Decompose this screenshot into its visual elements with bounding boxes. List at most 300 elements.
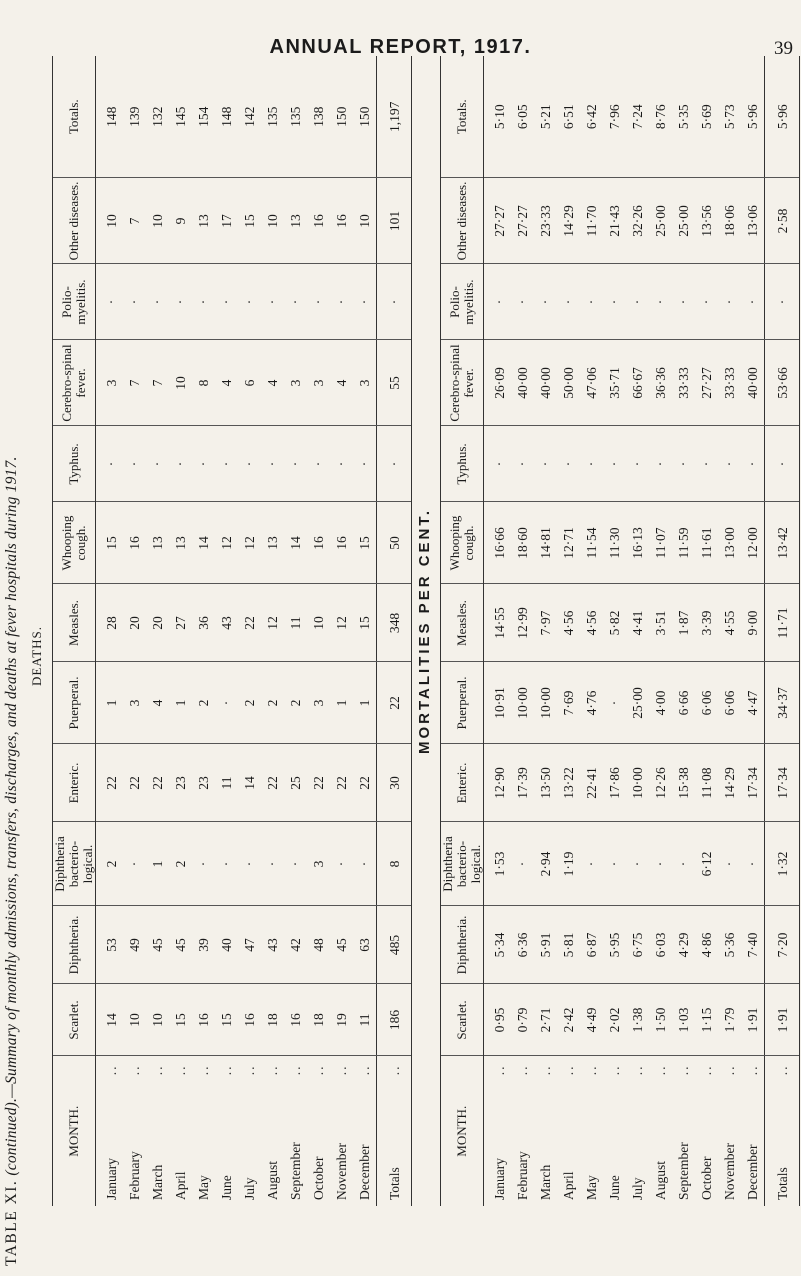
mortality-value-cell: 4·56: [580, 584, 603, 662]
mortality-month-cell: [741, 1056, 765, 1206]
mortality-month-cell: [695, 1056, 718, 1206]
mortality-value-cell: 8·76: [649, 56, 672, 178]
mortality-value-cell: 11·59: [672, 502, 695, 584]
mortality-month-cell: [484, 1056, 512, 1206]
deaths-value-cell: 43: [261, 906, 284, 984]
month-label: December: [357, 1144, 372, 1200]
dot-leader: ..: [288, 1064, 303, 1076]
mortality-value-cell: 16·66: [484, 502, 512, 584]
deaths-totals-cell: 101: [377, 178, 412, 264]
deaths-value-cell: 2: [261, 662, 284, 744]
dot-leader: ..: [196, 1064, 211, 1076]
deaths-value-cell: 16: [307, 502, 330, 584]
mortality-value-cell: 7·40: [741, 906, 765, 984]
mortality-col-header: Enteric.: [441, 744, 484, 822]
deaths-col-header: MONTH.: [53, 1056, 96, 1206]
mortality-value-cell: 14·29: [557, 178, 580, 264]
mortality-value-cell: 0·79: [511, 984, 534, 1056]
mortality-value-cell: 5·82: [603, 584, 626, 662]
deaths-row: [215, 56, 238, 1206]
mortality-value-cell: ·: [695, 426, 718, 502]
deaths-section-label: DEATHS.: [29, 625, 44, 687]
mortality-value-cell: ·: [741, 822, 765, 906]
deaths-value-cell: ·: [96, 264, 124, 340]
mortality-value-cell: 1·53: [484, 822, 512, 906]
mortality-value-cell: 14·81: [534, 502, 557, 584]
deaths-value-cell: 10: [307, 584, 330, 662]
deaths-row: [169, 56, 192, 1206]
dot-leader: ..: [127, 1064, 142, 1076]
deaths-totals-label-cell: [377, 1056, 412, 1206]
mortality-totals-cell: 2·58: [765, 178, 800, 264]
mortality-month-cell: [626, 1056, 649, 1206]
mortality-value-cell: ·: [557, 264, 580, 340]
deaths-value-cell: 15: [353, 584, 377, 662]
deaths-value-cell: 40: [215, 906, 238, 984]
mortality-value-cell: 4·76: [580, 662, 603, 744]
mortality-value-cell: 6·87: [580, 906, 603, 984]
mortality-totals-cell: 1·91: [765, 984, 800, 1056]
mortality-totals-cell: ·: [765, 426, 800, 502]
deaths-value-cell: ·: [123, 426, 146, 502]
deaths-col-header: Diphtheria.: [53, 906, 96, 984]
mortality-value-cell: 1·19: [557, 822, 580, 906]
deaths-value-cell: ·: [146, 264, 169, 340]
mortality-value-cell: 21·43: [603, 178, 626, 264]
deaths-col-header: Polio-myelitis.: [53, 264, 96, 340]
mortality-value-cell: 1·87: [672, 584, 695, 662]
deaths-value-cell: 23: [169, 744, 192, 822]
mortality-value-cell: 23·33: [534, 178, 557, 264]
mortality-value-cell: ·: [741, 264, 765, 340]
mortality-value-cell: ·: [626, 426, 649, 502]
deaths-value-cell: 9: [169, 178, 192, 264]
deaths-value-cell: ·: [192, 822, 215, 906]
deaths-value-cell: 150: [330, 56, 353, 178]
mortality-value-cell: 6·06: [695, 662, 718, 744]
deaths-value-cell: 4: [146, 662, 169, 744]
deaths-value-cell: 145: [169, 56, 192, 178]
deaths-col-header: Cerebro-spinal fever.: [53, 340, 96, 426]
deaths-value-cell: 22: [146, 744, 169, 822]
deaths-value-cell: 19: [330, 984, 353, 1056]
mortality-value-cell: 11·07: [649, 502, 672, 584]
mortality-col-header: Scarlet.: [441, 984, 484, 1056]
mortality-value-cell: 10·91: [484, 662, 512, 744]
deaths-value-cell: 16: [307, 178, 330, 264]
deaths-value-cell: 15: [238, 178, 261, 264]
deaths-value-cell: 15: [215, 984, 238, 1056]
deaths-value-cell: 2: [284, 662, 307, 744]
deaths-value-cell: ·: [284, 822, 307, 906]
deaths-row: [307, 56, 330, 1206]
dot-leader: ..: [584, 1064, 599, 1076]
mortality-value-cell: 6·51: [557, 56, 580, 178]
deaths-value-cell: 4: [215, 340, 238, 426]
mortality-value-cell: 12·99: [511, 584, 534, 662]
mortality-value-cell: 3·39: [695, 584, 718, 662]
deaths-value-cell: 23: [192, 744, 215, 822]
mortality-month-cell: [603, 1056, 626, 1206]
deaths-value-cell: 3: [123, 662, 146, 744]
mortality-value-cell: 4·47: [741, 662, 765, 744]
mortality-value-cell: 6·06: [718, 662, 741, 744]
deaths-value-cell: 36: [192, 584, 215, 662]
deaths-value-cell: 10: [146, 984, 169, 1056]
mortality-month-cell: [672, 1056, 695, 1206]
deaths-value-cell: 3: [307, 340, 330, 426]
deaths-value-cell: 7: [146, 340, 169, 426]
deaths-totals-cell: 485: [377, 906, 412, 984]
dot-leader: ..: [774, 1064, 790, 1076]
deaths-month-cell: [353, 1056, 377, 1206]
mortality-value-cell: ·: [603, 822, 626, 906]
mortality-value-cell: 13·22: [557, 744, 580, 822]
deaths-value-cell: 14: [238, 744, 261, 822]
deaths-value-cell: 20: [146, 584, 169, 662]
mortality-value-cell: ·: [603, 426, 626, 502]
mortality-value-cell: 32·26: [626, 178, 649, 264]
mortality-row: [626, 56, 649, 1206]
month-label: February: [515, 1151, 530, 1200]
deaths-value-cell: ·: [330, 426, 353, 502]
month-label: January: [492, 1158, 507, 1200]
deaths-row: [353, 56, 377, 1206]
mortality-value-cell: 16·13: [626, 502, 649, 584]
mortality-month-cell: [511, 1056, 534, 1206]
deaths-row: [330, 56, 353, 1206]
mortality-value-cell: 5·69: [695, 56, 718, 178]
month-label: January: [104, 1158, 119, 1200]
month-label: May: [196, 1175, 211, 1200]
deaths-totals-cell: 186: [377, 984, 412, 1056]
mortality-col-header: Totals.: [441, 56, 484, 178]
deaths-totals-cell: ·: [377, 426, 412, 502]
deaths-value-cell: 16: [123, 502, 146, 584]
mortality-value-cell: 7·69: [557, 662, 580, 744]
deaths-value-cell: 1: [169, 662, 192, 744]
month-label: February: [127, 1151, 142, 1200]
deaths-value-cell: 28: [96, 584, 124, 662]
mortality-row: [718, 56, 741, 1206]
deaths-row: [238, 56, 261, 1206]
deaths-month-cell: [192, 1056, 215, 1206]
mortality-value-cell: 1·38: [626, 984, 649, 1056]
deaths-totals-cell: 50: [377, 502, 412, 584]
mortality-col-header: Diphtheria.: [441, 906, 484, 984]
dot-leader: ..: [150, 1064, 165, 1076]
mortality-value-cell: ·: [534, 264, 557, 340]
deaths-value-cell: 138: [307, 56, 330, 178]
dot-leader: ..: [311, 1064, 326, 1076]
mortality-month-cell: [649, 1056, 672, 1206]
mortality-value-cell: ·: [484, 426, 512, 502]
deaths-col-header: Totals.: [53, 56, 96, 178]
deaths-value-cell: 2: [96, 822, 124, 906]
deaths-value-cell: 13: [192, 178, 215, 264]
mortality-value-cell: 11·30: [603, 502, 626, 584]
mortality-value-cell: 5·73: [718, 56, 741, 178]
deaths-value-cell: 43: [215, 584, 238, 662]
deaths-value-cell: 7: [123, 340, 146, 426]
deaths-value-cell: 3: [307, 662, 330, 744]
mortality-value-cell: 4·55: [718, 584, 741, 662]
deaths-value-cell: ·: [261, 426, 284, 502]
mortality-value-cell: 6·66: [672, 662, 695, 744]
deaths-month-cell: [96, 1056, 124, 1206]
mortality-month-cell: [580, 1056, 603, 1206]
deaths-value-cell: 14: [96, 984, 124, 1056]
deaths-value-cell: 2: [169, 822, 192, 906]
deaths-value-cell: 15: [96, 502, 124, 584]
deaths-value-cell: 135: [284, 56, 307, 178]
month-label: April: [561, 1171, 576, 1200]
dot-leader: ..: [386, 1064, 402, 1076]
mortality-value-cell: 40·00: [534, 340, 557, 426]
mortality-value-cell: ·: [649, 264, 672, 340]
mortality-value-cell: 13·50: [534, 744, 557, 822]
deaths-totals-cell: 55: [377, 340, 412, 426]
mortality-value-cell: ·: [511, 426, 534, 502]
deaths-value-cell: ·: [261, 264, 284, 340]
deaths-value-cell: 22: [123, 744, 146, 822]
mortality-col-header: Puerperal.: [441, 662, 484, 744]
deaths-value-cell: 20: [123, 584, 146, 662]
mortality-value-cell: ·: [580, 822, 603, 906]
mortality-value-cell: 5·34: [484, 906, 512, 984]
deaths-value-cell: 132: [146, 56, 169, 178]
mortality-value-cell: 50·00: [557, 340, 580, 426]
deaths-col-header: Diphtheria bacterio-logical.: [53, 822, 96, 906]
deaths-value-cell: ·: [146, 426, 169, 502]
month-label: October: [311, 1156, 326, 1200]
mortality-value-cell: 2·94: [534, 822, 557, 906]
mortality-value-cell: 12·26: [649, 744, 672, 822]
month-label: September: [676, 1142, 691, 1200]
mortality-value-cell: 6·12: [695, 822, 718, 906]
deaths-value-cell: 15: [353, 502, 377, 584]
deaths-value-cell: 16: [330, 502, 353, 584]
deaths-value-cell: ·: [353, 822, 377, 906]
mortality-totals-cell: 5·96: [765, 56, 800, 178]
mortality-value-cell: ·: [718, 264, 741, 340]
mortality-value-cell: ·: [511, 822, 534, 906]
deaths-col-header: Puerperal.: [53, 662, 96, 744]
deaths-value-cell: 22: [307, 744, 330, 822]
month-label: August: [653, 1160, 668, 1200]
deaths-value-cell: 1: [96, 662, 124, 744]
deaths-month-cell: [307, 1056, 330, 1206]
mortality-value-cell: 4·29: [672, 906, 695, 984]
mortality-value-cell: 4·00: [649, 662, 672, 744]
deaths-totals-cell: 22: [377, 662, 412, 744]
mortality-value-cell: 3·51: [649, 584, 672, 662]
deaths-value-cell: ·: [169, 426, 192, 502]
month-label: November: [334, 1143, 349, 1200]
deaths-value-cell: 10: [261, 178, 284, 264]
mortality-row: [511, 56, 534, 1206]
mortality-row: [580, 56, 603, 1206]
mortality-row: [649, 56, 672, 1206]
mortality-value-cell: 2·02: [603, 984, 626, 1056]
mortality-value-cell: 4·49: [580, 984, 603, 1056]
month-label: June: [219, 1175, 234, 1200]
mortality-totals-label-cell: [765, 1056, 800, 1206]
mortality-totals-row: [765, 56, 800, 1206]
mortality-value-cell: 11·54: [580, 502, 603, 584]
mortality-value-cell: 5·81: [557, 906, 580, 984]
mortality-value-cell: 2·42: [557, 984, 580, 1056]
deaths-value-cell: 45: [330, 906, 353, 984]
month-label: May: [584, 1175, 599, 1200]
mortality-totals-cell: 17·34: [765, 744, 800, 822]
month-label: July: [630, 1177, 645, 1200]
deaths-month-cell: [123, 1056, 146, 1206]
deaths-month-cell: [215, 1056, 238, 1206]
deaths-col-header: Measles.: [53, 584, 96, 662]
mortality-totals-cell: ·: [765, 264, 800, 340]
deaths-value-cell: 14: [284, 502, 307, 584]
dot-leader: ..: [607, 1064, 622, 1076]
totals-label: Totals: [774, 1167, 790, 1200]
mortality-value-cell: 36·36: [649, 340, 672, 426]
mortality-value-cell: 25·00: [649, 178, 672, 264]
deaths-totals-cell: 1,197: [377, 56, 412, 178]
deaths-value-cell: 148: [215, 56, 238, 178]
dot-leader: ..: [334, 1064, 349, 1076]
mortality-col-header: Whooping cough.: [441, 502, 484, 584]
mortality-value-cell: ·: [534, 426, 557, 502]
dot-leader: ..: [219, 1064, 234, 1076]
deaths-value-cell: 142: [238, 56, 261, 178]
deaths-value-cell: 1: [146, 822, 169, 906]
deaths-value-cell: ·: [261, 822, 284, 906]
mortality-value-cell: 40·00: [741, 340, 765, 426]
mortality-value-cell: 33·33: [672, 340, 695, 426]
table-caption: [0, 456, 24, 1266]
mortality-value-cell: 4·56: [557, 584, 580, 662]
mortality-value-cell: 27·27: [511, 178, 534, 264]
deaths-value-cell: 25: [284, 744, 307, 822]
mortality-value-cell: 25·00: [626, 662, 649, 744]
mortality-value-cell: 1·91: [741, 984, 765, 1056]
mortality-row: [672, 56, 695, 1206]
mortality-totals-cell: 1·32: [765, 822, 800, 906]
dot-leader: ..: [676, 1064, 691, 1076]
mortality-value-cell: ·: [580, 264, 603, 340]
deaths-value-cell: 2: [238, 662, 261, 744]
deaths-value-cell: 8: [192, 340, 215, 426]
month-label: November: [722, 1143, 737, 1200]
mortality-col-header: Cerebro-spinal fever.: [441, 340, 484, 426]
mortality-value-cell: ·: [649, 426, 672, 502]
deaths-value-cell: 154: [192, 56, 215, 178]
mortality-value-cell: ·: [626, 822, 649, 906]
mortality-value-cell: 18·60: [511, 502, 534, 584]
mortality-totals-cell: 7·20: [765, 906, 800, 984]
month-label: March: [150, 1164, 165, 1200]
mortality-value-cell: 13·56: [695, 178, 718, 264]
deaths-value-cell: 49: [123, 906, 146, 984]
mortality-value-cell: 5·36: [718, 906, 741, 984]
deaths-table: [52, 56, 412, 1206]
mortality-value-cell: ·: [718, 822, 741, 906]
deaths-value-cell: 10: [146, 178, 169, 264]
mortality-value-cell: ·: [603, 662, 626, 744]
deaths-value-cell: 16: [238, 984, 261, 1056]
deaths-col-header: Enteric.: [53, 744, 96, 822]
mortality-month-cell: [534, 1056, 557, 1206]
dot-leader: ..: [265, 1064, 280, 1076]
deaths-value-cell: 16: [192, 984, 215, 1056]
mortality-value-cell: 14·55: [484, 584, 512, 662]
deaths-row: [146, 56, 169, 1206]
mortality-value-cell: 5·10: [484, 56, 512, 178]
mortality-value-cell: ·: [695, 264, 718, 340]
deaths-value-cell: ·: [192, 264, 215, 340]
deaths-value-cell: 11: [284, 584, 307, 662]
mortality-totals-cell: 13·42: [765, 502, 800, 584]
dot-leader: ..: [630, 1064, 645, 1076]
deaths-value-cell: 3: [284, 340, 307, 426]
mortality-value-cell: 10·00: [626, 744, 649, 822]
deaths-value-cell: 6: [238, 340, 261, 426]
deaths-value-cell: 45: [146, 906, 169, 984]
deaths-value-cell: 150: [353, 56, 377, 178]
dot-leader: ..: [242, 1064, 257, 1076]
deaths-row: [261, 56, 284, 1206]
mortality-row: [741, 56, 765, 1206]
deaths-totals-cell: 348: [377, 584, 412, 662]
deaths-value-cell: ·: [284, 264, 307, 340]
mortality-value-cell: 7·96: [603, 56, 626, 178]
deaths-value-cell: ·: [123, 264, 146, 340]
deaths-totals-cell: ·: [377, 264, 412, 340]
mortality-value-cell: 26·09: [484, 340, 512, 426]
deaths-value-cell: ·: [307, 264, 330, 340]
mortality-totals-cell: 11·71: [765, 584, 800, 662]
month-label: June: [607, 1175, 622, 1200]
mortality-value-cell: 13·00: [718, 502, 741, 584]
mortality-value-cell: 9·00: [741, 584, 765, 662]
mortality-value-cell: 14·29: [718, 744, 741, 822]
deaths-row: [123, 56, 146, 1206]
mortality-value-cell: 5·95: [603, 906, 626, 984]
month-label: March: [538, 1164, 553, 1200]
mortality-value-cell: 18·06: [718, 178, 741, 264]
mortality-section-label: MORTALITIES PER CENT.: [416, 507, 433, 755]
mortality-value-cell: ·: [557, 426, 580, 502]
deaths-value-cell: 17: [215, 178, 238, 264]
dot-leader: ..: [538, 1064, 553, 1076]
dot-leader: ..: [653, 1064, 668, 1076]
deaths-month-cell: [238, 1056, 261, 1206]
deaths-value-cell: ·: [353, 426, 377, 502]
deaths-value-cell: 16: [284, 984, 307, 1056]
deaths-value-cell: ·: [330, 822, 353, 906]
deaths-value-cell: 22: [353, 744, 377, 822]
mortality-value-cell: 6·42: [580, 56, 603, 178]
deaths-value-cell: 13: [284, 178, 307, 264]
month-label: July: [242, 1177, 257, 1200]
deaths-value-cell: 2: [192, 662, 215, 744]
mortality-value-cell: ·: [580, 426, 603, 502]
deaths-value-cell: 4: [261, 340, 284, 426]
deaths-month-cell: [284, 1056, 307, 1206]
deaths-value-cell: ·: [353, 264, 377, 340]
mortality-value-cell: 11·61: [695, 502, 718, 584]
page-number: 39: [774, 38, 793, 59]
